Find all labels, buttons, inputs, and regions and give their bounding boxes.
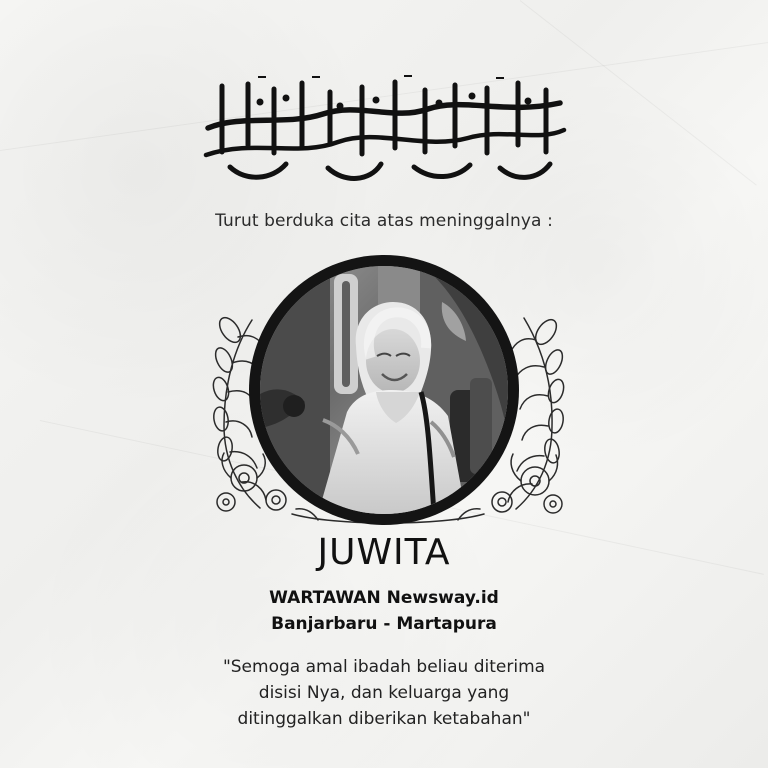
deceased-name: JUWITA: [317, 532, 451, 573]
prayer-line: disisi Nya, dan keluarga yang: [258, 683, 510, 703]
prayer-line: "Semoga amal ibadah beliau diterima: [222, 657, 546, 677]
condolence-intro: Turut berduka cita atas meninggalnya :: [215, 211, 553, 231]
condolence-prayer: [150, 654, 618, 732]
deceased-role: WARTAWAN Newsway.id: [269, 588, 499, 608]
prayer-line: ditinggalkan diberikan ketabahan": [237, 709, 531, 729]
deceased-location: Banjarbaru - Martapura: [271, 614, 497, 634]
arabic-calligraphy: [200, 72, 570, 184]
portrait-photo: [260, 266, 508, 514]
